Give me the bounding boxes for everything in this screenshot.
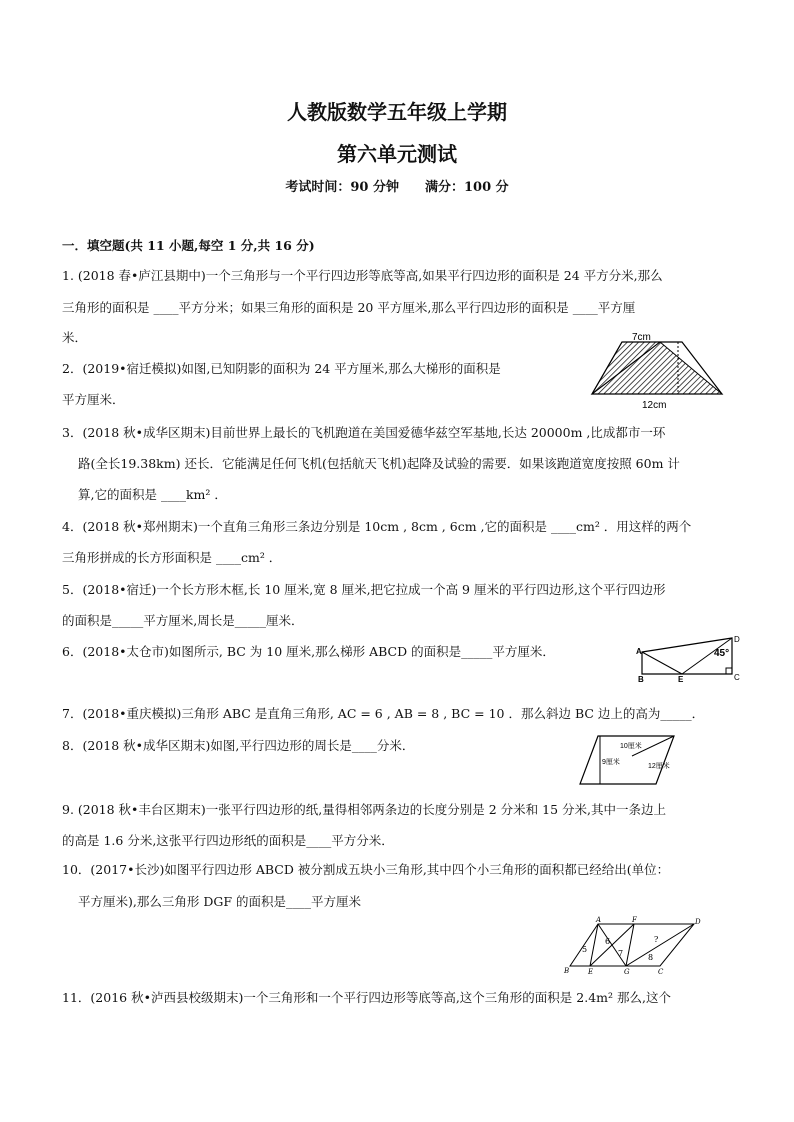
bottom-length-label: 12cm bbox=[642, 400, 667, 411]
q1-line2: 三角形的面积是 ____平方分米；如果三角形的面积是 20 平方厘米,那么平行四边形的面积是 ____平方厘 bbox=[62, 300, 636, 315]
q4-line1: 4．(2018 秋•郑州期末)一个直角三角形三条边分别是 10cm , 8cm , 6cm ,它的面积是 ____cm² ．用这样的两个 bbox=[62, 519, 692, 534]
q3-line3: 算,它的面积是 ____km² ． bbox=[78, 487, 227, 502]
right-angle-mark bbox=[726, 668, 732, 674]
area-8: 8 bbox=[648, 953, 654, 962]
label-d: D bbox=[734, 635, 740, 644]
area-7: 7 bbox=[618, 949, 624, 958]
label-a: A bbox=[596, 916, 602, 924]
q6-line1: 6．(2018•太仓市)如图所示, BC 为 10 厘米,那么梯形 ABCD 的面积是_____平方厘米． bbox=[62, 644, 555, 659]
top-length-label: 7cm bbox=[632, 332, 651, 343]
seg-dg bbox=[626, 924, 694, 966]
label-c: C bbox=[658, 968, 664, 976]
q10-line2: 平方厘米),那么三角形 DGF 的面积是____平方厘米 bbox=[78, 894, 361, 909]
q7-line1: 7．(2018•重庆模拟)三角形 ABC 是直角三角形, AC = 6 , AB = 8 , BC = 10 ．那么斜边 BC 边上的高为_____． bbox=[62, 706, 705, 721]
angle-label: 45° bbox=[714, 648, 730, 659]
area-unknown: ? bbox=[654, 935, 659, 944]
trapezoid-figure bbox=[588, 330, 728, 412]
page-title: 人教版数学五年级上学期 bbox=[287, 100, 507, 124]
q2-line2: 平方厘米． bbox=[62, 392, 125, 407]
parallelogram-abcd-figure bbox=[562, 916, 702, 976]
q3-line1: 3．(2018 秋•成华区期末)目前世界上最长的飞机跑道在美国爱德华兹空军基地,长达 20000m ,比成都市一环 bbox=[62, 425, 666, 440]
label-f: F bbox=[632, 916, 637, 924]
parallelogram-abcd bbox=[570, 924, 694, 966]
section-heading: 一．填空题(共 11 小题,每空 1 分,共 16 分) bbox=[62, 238, 315, 253]
label-c: C bbox=[734, 673, 740, 682]
q4-line2: 三角形拼成的长方形面积是 ____cm² ． bbox=[62, 550, 282, 565]
label-e: E bbox=[588, 968, 594, 976]
area-6: 6 bbox=[605, 937, 611, 946]
area-5: 5 bbox=[582, 945, 588, 954]
label-10: 10厘米 bbox=[620, 743, 642, 750]
label-b: B bbox=[564, 967, 570, 975]
line-ae bbox=[642, 652, 682, 674]
q1-line1: 1. (2018 春•庐江县期中)一个三角形与一个平行四边形等底等高,如果平行四边形的面积是 24 平方分米,那么 bbox=[62, 268, 663, 283]
q2-line1: 2．(2019•宿迁模拟)如图,已知阴影的面积为 24 平方厘米,那么大梯形的面积是 bbox=[62, 361, 501, 376]
label-b: B bbox=[638, 675, 644, 682]
q3-line2: 路(全长19.38km) 还长．它能满足任何飞机(包括航天飞机)起降及试验的需要．如果该跑道宽度按照 60m 计 bbox=[78, 456, 680, 471]
q11-line1: 11．(2016 秋•泸西县校级期末)一个三角形和一个平行四边形等底等高,这个三角形的面积是 2.4m² 那么,这个 bbox=[62, 990, 671, 1005]
label-a: A bbox=[636, 647, 642, 656]
label-g: G bbox=[624, 968, 630, 976]
q8-line1: 8．(2018 秋•成华区期末)如图,平行四边形的周长是____分米． bbox=[62, 738, 415, 753]
q5-line1: 5．(2018•宿迁)一个长方形木框,长 10 厘米,宽 8 厘米,把它拉成一个高 9 厘米的平行四边形,这个平行四边形 bbox=[62, 582, 666, 597]
q5-line2: 的面积是_____平方厘米,周长是_____厘米． bbox=[62, 613, 304, 628]
exam-info: 考试时间：90 分钟 满分：100 分 bbox=[285, 180, 509, 195]
label-d: D bbox=[695, 918, 701, 926]
label-12: 12厘米 bbox=[648, 763, 670, 770]
parallelogram-figure bbox=[578, 732, 678, 788]
trapezoid-abcd-figure bbox=[636, 634, 744, 682]
q9-line1: 9. (2018 秋•丰台区期末)一张平行四边形的纸,量得相邻两条边的长度分别是 2 分米和 15 分米,其中一条边上 bbox=[62, 802, 667, 817]
q1-line3: 米． bbox=[62, 330, 88, 345]
label-e: E bbox=[678, 675, 684, 682]
q10-line1: 10．(2017•长沙)如图平行四边形 ABCD 被分割成五块小三角形,其中四个小三角形的面积都已经给出(单位： bbox=[62, 862, 670, 877]
page-subtitle: 第六单元测试 bbox=[337, 142, 457, 166]
q9-line2: 的高是 1.6 分米,这张平行四边形纸的面积是____平方分米． bbox=[62, 833, 394, 848]
label-9: 9厘米 bbox=[602, 759, 620, 766]
